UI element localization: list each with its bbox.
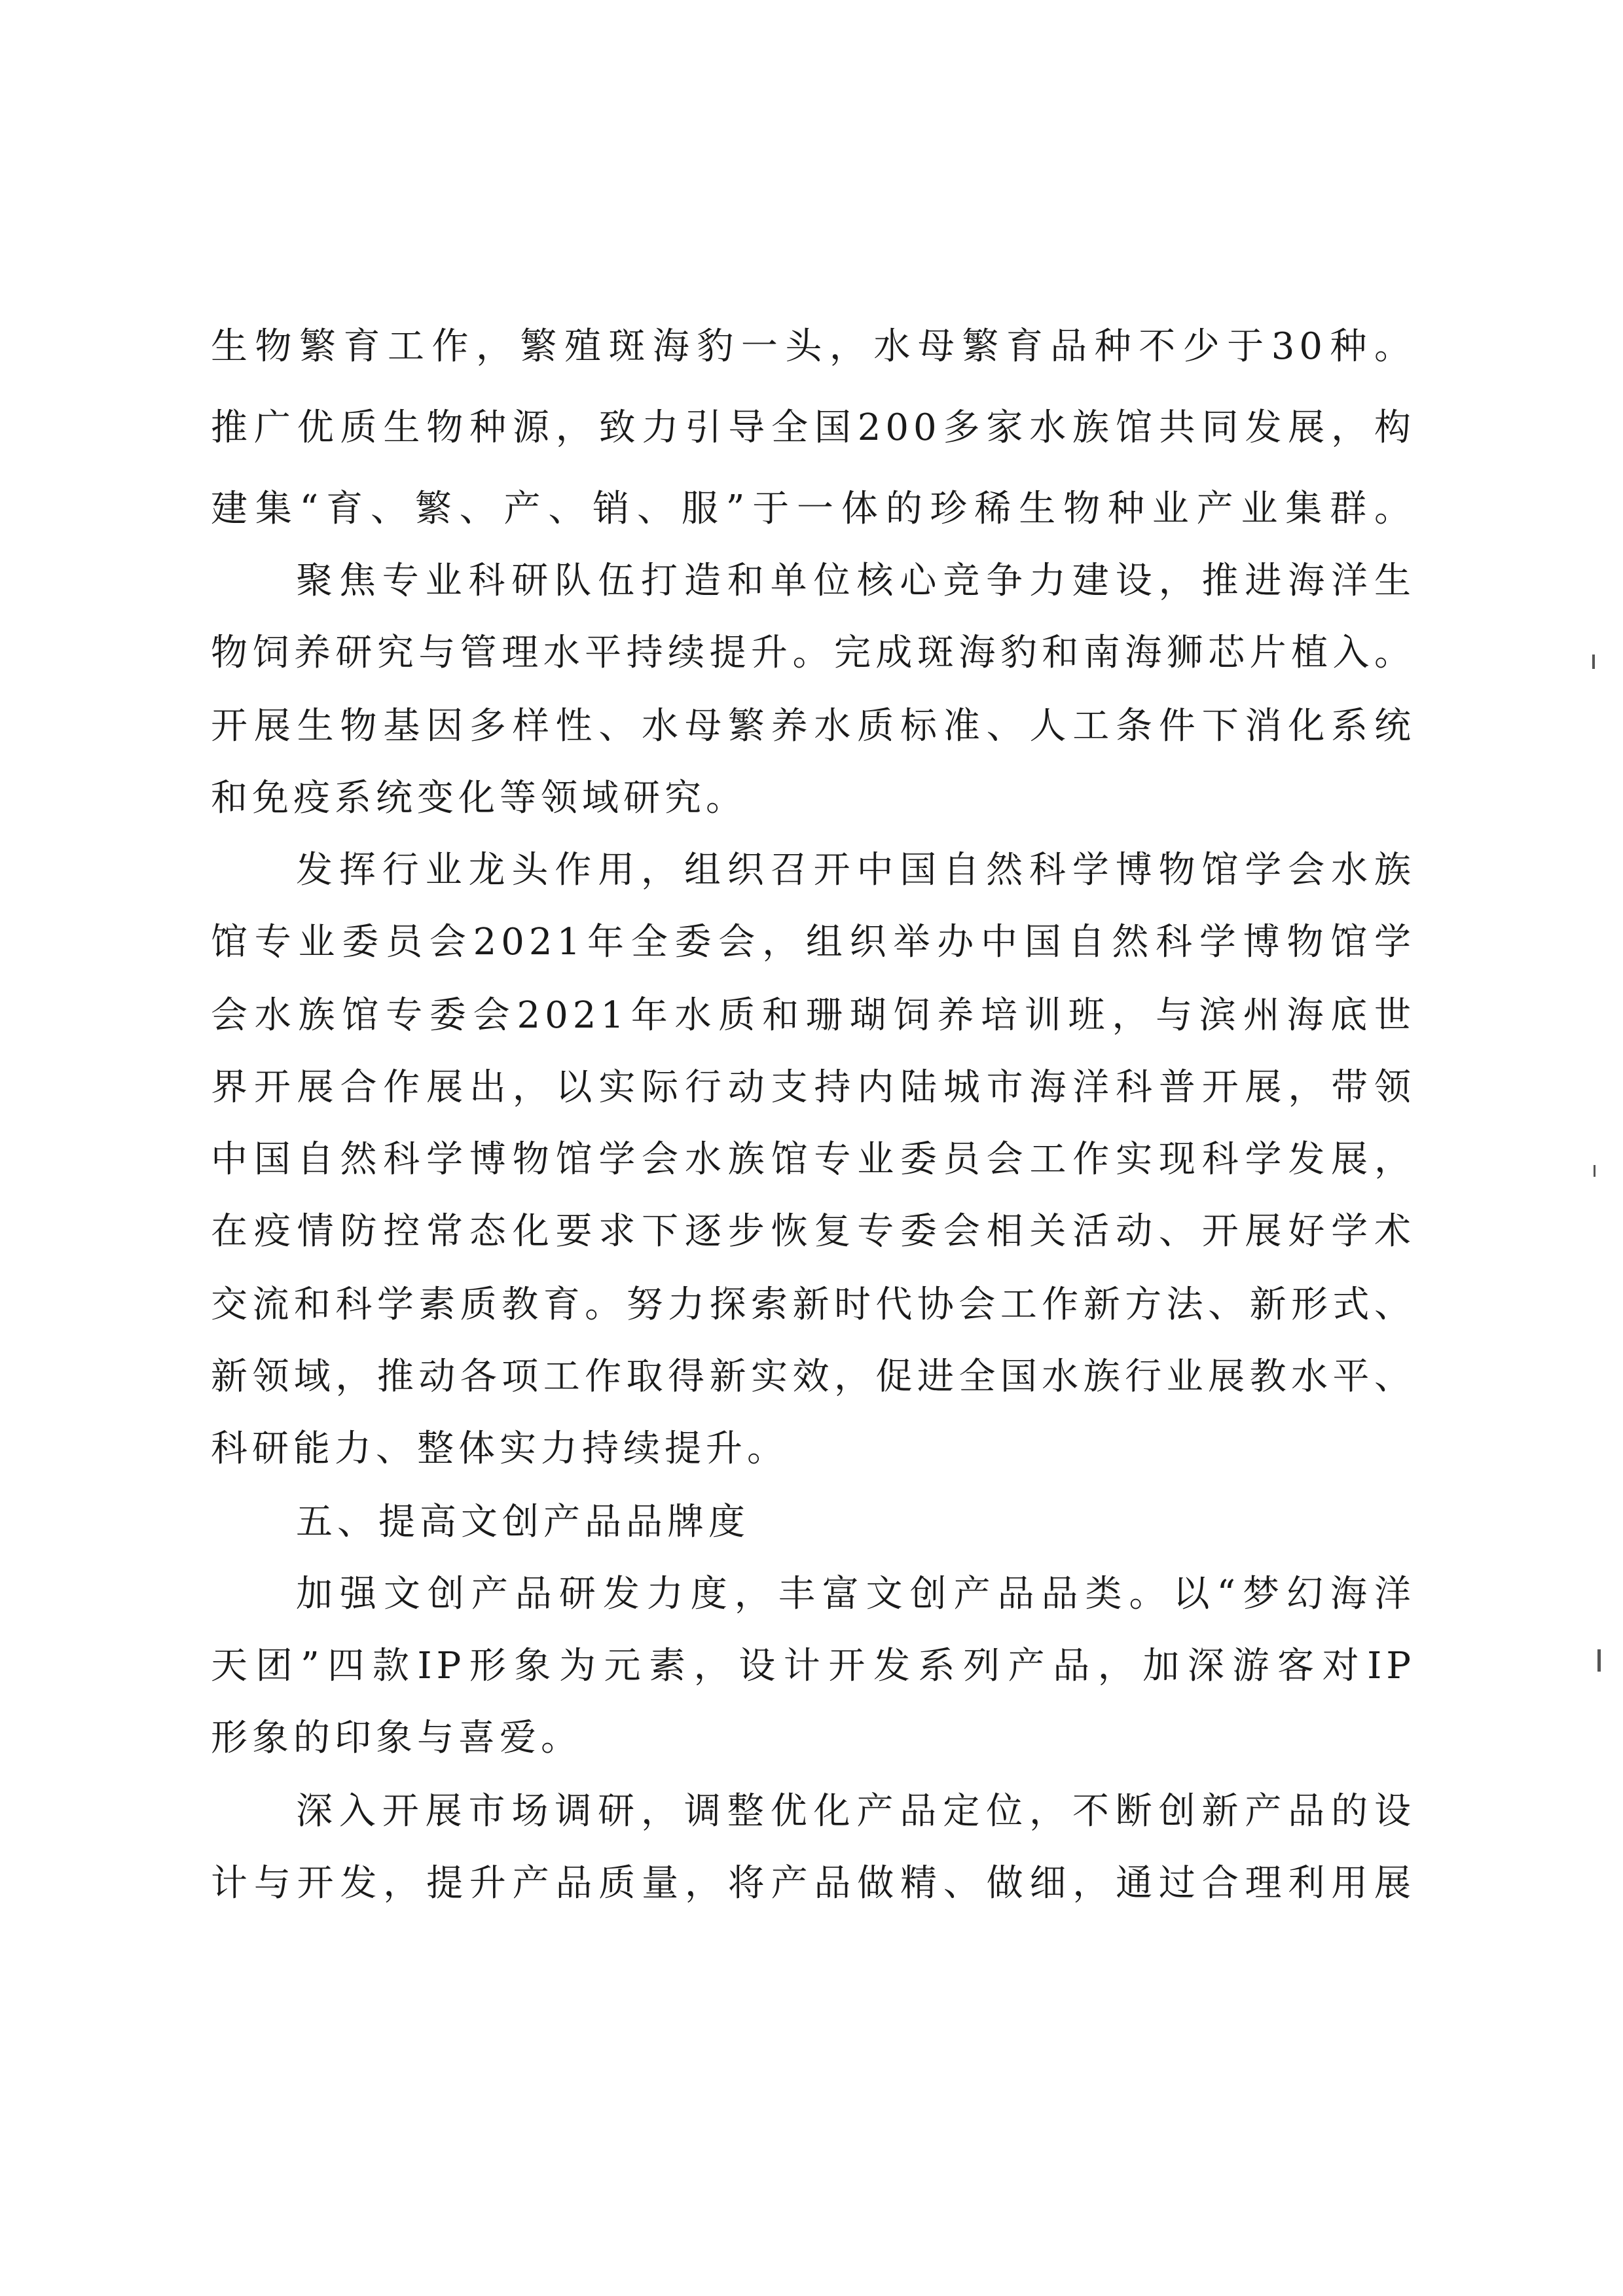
paragraph-line: 加强文创产品研发力度，丰富文创产品品类。以“梦幻海洋: [296, 1573, 1415, 1615]
section-heading: 五、提高文创产品品牌度: [296, 1501, 750, 1543]
paragraph-line: 科研能力、整体实力持续提升。: [211, 1427, 788, 1470]
scan-mark: [1592, 655, 1595, 669]
paragraph-line: 物饲养研究与管理水平持续提升。完成斑海豹和南海狮芯片植入。: [211, 632, 1415, 674]
paragraph-line: 新领域，推动各项工作取得新实效，促进全国水族行业展教水平、: [211, 1355, 1415, 1398]
paragraph-line: 界开展合作展出，以实际行动支持内陆城市海洋科普开展，带领: [211, 1066, 1415, 1109]
paragraph-line: 推广优质生物种源，致力引导全国200多家水族馆共同发展，构: [211, 406, 1415, 449]
scan-mark: [1597, 1649, 1601, 1672]
paragraph-line: 在疫情防控常态化要求下逐步恢复专委会相关活动、开展好学术: [211, 1210, 1415, 1253]
paragraph-line: 开展生物基因多样性、水母繁养水质标准、人工条件下消化系统: [211, 705, 1415, 747]
paragraph-line: 会水族馆专委会2021年水质和珊瑚饲养培训班，与滨州海底世: [211, 994, 1415, 1037]
paragraph-line: 和免疫系统变化等领域研究。: [211, 777, 747, 819]
paragraph-line: 深入开展市场调研，调整优化产品定位，不断创新产品的设: [296, 1790, 1415, 1833]
paragraph-line: 聚焦专业科研队伍打造和单位核心竞争力建设，推进海洋生: [296, 560, 1415, 602]
paragraph-line: 馆专业委员会2021年全委会，组织举办中国自然科学博物馆学: [211, 921, 1415, 963]
paragraph-line: 天团”四款IP形象为元素，设计开发系列产品，加深游客对IP: [211, 1645, 1415, 1687]
scan-mark: [1594, 1165, 1596, 1177]
paragraph-line: 形象的印象与喜爱。: [211, 1717, 582, 1759]
paragraph-line: 发挥行业龙头作用，组织召开中国自然科学博物馆学会水族: [296, 849, 1415, 891]
paragraph-line: 中国自然科学博物馆学会水族馆专业委员会工作实现科学发展，: [211, 1138, 1415, 1181]
paragraph-line: 建集“育、繁、产、销、服”于一体的珍稀生物种业产业集群。: [211, 488, 1415, 530]
paragraph-line: 交流和科学素质教育。努力探索新时代协会工作新方法、新形式、: [211, 1283, 1415, 1326]
paragraph-line: 计与开发，提升产品质量，将产品做精、做细，通过合理利用展: [211, 1862, 1415, 1905]
paragraph-line: 生物繁育工作，繁殖斑海豹一头，水母繁育品种不少于30种。: [211, 325, 1415, 368]
